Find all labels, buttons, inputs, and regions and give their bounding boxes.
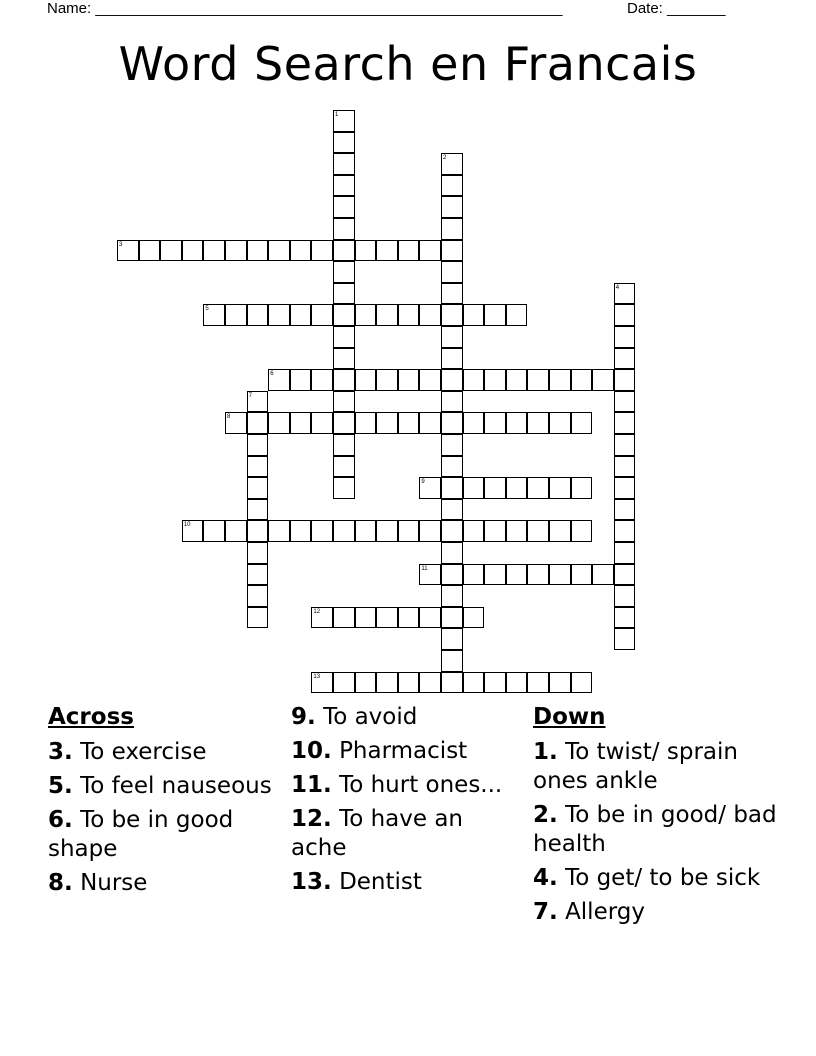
grid-cell[interactable] xyxy=(506,477,528,499)
grid-cell[interactable] xyxy=(614,607,636,629)
grid-cell[interactable] xyxy=(441,304,463,326)
grid-cell[interactable] xyxy=(268,412,290,434)
grid-cell[interactable] xyxy=(333,672,355,694)
grid-cell[interactable] xyxy=(333,456,355,478)
grid-cell[interactable] xyxy=(484,672,506,694)
grid-cell[interactable] xyxy=(203,240,225,262)
grid-cell[interactable] xyxy=(333,369,355,391)
grid-cell[interactable] xyxy=(463,477,485,499)
clue-text: Dentist xyxy=(339,869,422,895)
clue-number: 2. xyxy=(533,802,558,828)
grid-cell[interactable] xyxy=(311,412,333,434)
grid-cell[interactable] xyxy=(571,369,593,391)
grid-cell[interactable] xyxy=(117,240,139,262)
grid-cell[interactable] xyxy=(614,283,636,305)
grid-cell[interactable] xyxy=(441,585,463,607)
clue-number: 7. xyxy=(533,899,558,925)
grid-cell[interactable] xyxy=(441,434,463,456)
grid-cell[interactable] xyxy=(484,520,506,542)
grid-cell[interactable] xyxy=(484,477,506,499)
grid-cell[interactable] xyxy=(463,412,485,434)
grid-cell[interactable] xyxy=(441,564,463,586)
grid-cell[interactable] xyxy=(311,304,333,326)
grid-cell[interactable] xyxy=(441,607,463,629)
page-title: Word Search en Francais xyxy=(118,37,698,91)
grid-cell[interactable] xyxy=(484,564,506,586)
cell-number: 1 xyxy=(335,112,339,118)
grid-cell[interactable] xyxy=(398,607,420,629)
grid-cell[interactable] xyxy=(441,499,463,521)
grid-cell[interactable] xyxy=(419,240,441,262)
grid-cell[interactable] xyxy=(333,434,355,456)
clue-number: 10. xyxy=(291,738,332,764)
grid-cell[interactable] xyxy=(549,412,571,434)
grid-cell[interactable] xyxy=(614,499,636,521)
grid-cell[interactable] xyxy=(333,196,355,218)
grid-cell[interactable] xyxy=(614,348,636,370)
clue-number: 12. xyxy=(291,806,332,832)
grid-cell[interactable] xyxy=(419,304,441,326)
grid-cell[interactable] xyxy=(614,369,636,391)
grid-cell[interactable] xyxy=(247,477,269,499)
grid-cell[interactable] xyxy=(614,326,636,348)
grid-cell[interactable] xyxy=(290,240,312,262)
cell-number: 11 xyxy=(421,565,428,572)
grid-cell[interactable] xyxy=(247,520,269,542)
grid-cell[interactable] xyxy=(441,283,463,305)
grid-cell[interactable] xyxy=(247,607,269,629)
grid-cell[interactable] xyxy=(549,520,571,542)
clue-across-13 xyxy=(291,868,506,897)
grid-cell[interactable] xyxy=(614,304,636,326)
clue-across-12 xyxy=(291,805,506,863)
grid-cell[interactable] xyxy=(484,369,506,391)
clue-number: 3. xyxy=(48,739,73,765)
clue-down-4 xyxy=(533,864,778,893)
grid-cell[interactable] xyxy=(527,412,549,434)
cell-number: 5 xyxy=(205,306,209,313)
clue-number: 8. xyxy=(48,870,73,896)
grid-cell[interactable] xyxy=(225,412,247,434)
clue-number: 1. xyxy=(533,739,558,765)
grid-cell[interactable] xyxy=(527,520,549,542)
clue-across-10 xyxy=(291,737,506,766)
clue-text: To get/ to be sick xyxy=(565,865,761,891)
cell-number: 4 xyxy=(615,284,620,291)
grid-cell[interactable] xyxy=(484,412,506,434)
grid-cell[interactable] xyxy=(441,628,463,650)
grid-cell[interactable] xyxy=(333,391,355,413)
cell-number: 2 xyxy=(443,155,447,162)
grid-cell[interactable] xyxy=(333,607,355,629)
grid-cell[interactable] xyxy=(268,369,290,391)
clue-number: 11. xyxy=(291,772,332,798)
grid-cell[interactable] xyxy=(247,499,269,521)
grid-cell[interactable] xyxy=(527,672,549,694)
grid-cell[interactable] xyxy=(463,564,485,586)
across-heading: Across xyxy=(48,704,134,730)
grid-cell[interactable] xyxy=(311,240,333,262)
grid-cell[interactable] xyxy=(355,520,377,542)
grid-cell[interactable] xyxy=(571,520,593,542)
grid-cell[interactable] xyxy=(355,607,377,629)
clue-across-6 xyxy=(48,806,273,864)
grid-cell[interactable] xyxy=(311,607,333,629)
cell-number: 12 xyxy=(313,608,321,615)
grid-cell[interactable] xyxy=(333,175,355,197)
grid-cell[interactable] xyxy=(614,391,636,413)
grid-cell[interactable] xyxy=(290,369,312,391)
grid-cell[interactable] xyxy=(441,326,463,348)
clue-text: To be in good/ bad health xyxy=(533,802,777,857)
grid-cell[interactable] xyxy=(376,607,398,629)
grid-cell[interactable] xyxy=(247,412,269,434)
grid-cell[interactable] xyxy=(614,456,636,478)
grid-cell[interactable] xyxy=(355,412,377,434)
grid-cell[interactable] xyxy=(441,672,463,694)
grid-cell[interactable] xyxy=(506,564,528,586)
grid-cell[interactable] xyxy=(333,218,355,240)
clue-text: To feel nauseous xyxy=(80,773,272,799)
grid-cell[interactable] xyxy=(506,412,528,434)
grid-cell[interactable] xyxy=(376,240,398,262)
grid-cell[interactable] xyxy=(614,564,636,586)
grid-cell[interactable] xyxy=(225,240,247,262)
grid-cell[interactable] xyxy=(333,326,355,348)
cell-number: 13 xyxy=(313,673,321,680)
grid-cell[interactable] xyxy=(139,240,161,262)
grid-cell[interactable] xyxy=(441,391,463,413)
grid-cell[interactable] xyxy=(441,542,463,564)
grid-cell[interactable] xyxy=(527,369,549,391)
grid-cell[interactable] xyxy=(614,412,636,434)
clue-number: 4. xyxy=(533,865,558,891)
clue-down-1 xyxy=(533,738,778,796)
grid-cell[interactable] xyxy=(182,520,204,542)
cell-number: 6 xyxy=(270,371,274,378)
grid-cell[interactable] xyxy=(225,304,247,326)
clue-text: Nurse xyxy=(80,870,148,896)
grid-cell[interactable] xyxy=(419,607,441,629)
grid-cell[interactable] xyxy=(419,672,441,694)
grid-cell[interactable] xyxy=(376,412,398,434)
grid-cell[interactable] xyxy=(527,564,549,586)
grid-cell[interactable] xyxy=(441,196,463,218)
grid-cell[interactable] xyxy=(571,564,593,586)
grid-cell[interactable] xyxy=(419,520,441,542)
grid-cell[interactable] xyxy=(549,369,571,391)
grid-cell[interactable] xyxy=(247,542,269,564)
grid-cell[interactable] xyxy=(333,110,355,132)
grid-cell[interactable] xyxy=(355,240,377,262)
clue-across-11 xyxy=(291,771,506,800)
clue-across-9 xyxy=(291,703,506,732)
grid-cell[interactable] xyxy=(398,240,420,262)
grid-cell[interactable] xyxy=(160,240,182,262)
grid-cell[interactable] xyxy=(441,456,463,478)
grid-cell[interactable] xyxy=(441,650,463,672)
grid-cell[interactable] xyxy=(549,564,571,586)
grid-cell[interactable] xyxy=(441,412,463,434)
grid-cell[interactable] xyxy=(463,672,485,694)
grid-cell[interactable] xyxy=(333,153,355,175)
grid-cell[interactable] xyxy=(247,391,269,413)
grid-cell[interactable] xyxy=(441,369,463,391)
cell-number: 3 xyxy=(119,241,123,248)
across-clues-column-2 xyxy=(291,703,506,902)
cell-number: 8 xyxy=(227,414,231,421)
grid-cell[interactable] xyxy=(268,520,290,542)
clue-text: To twist/ sprain ones ankle xyxy=(533,739,738,794)
grid-cell[interactable] xyxy=(290,304,312,326)
grid-cell[interactable] xyxy=(419,564,441,586)
grid-cell[interactable] xyxy=(333,520,355,542)
grid-cell[interactable] xyxy=(441,348,463,370)
grid-cell[interactable] xyxy=(333,132,355,154)
cell-number: 7 xyxy=(248,392,252,399)
grid-cell[interactable] xyxy=(311,672,333,694)
grid-cell[interactable] xyxy=(398,369,420,391)
grid-cell[interactable] xyxy=(333,477,355,499)
down-clues-column xyxy=(533,703,778,932)
grid-cell[interactable] xyxy=(355,304,377,326)
grid-cell[interactable] xyxy=(333,283,355,305)
grid-cell[interactable] xyxy=(441,240,463,262)
grid-cell[interactable] xyxy=(506,672,528,694)
grid-cell[interactable] xyxy=(614,520,636,542)
down-heading: Down xyxy=(533,704,606,730)
grid-cell[interactable] xyxy=(484,304,506,326)
clue-text: Pharmacist xyxy=(339,738,468,764)
grid-cell[interactable] xyxy=(376,520,398,542)
clue-across-8 xyxy=(48,869,273,898)
grid-cell[interactable] xyxy=(549,672,571,694)
grid-cell[interactable] xyxy=(441,153,463,175)
grid-cell[interactable] xyxy=(506,520,528,542)
grid-cell[interactable] xyxy=(614,628,636,650)
grid-cell[interactable] xyxy=(203,520,225,542)
cell-number: 10 xyxy=(183,522,191,529)
grid-cell[interactable] xyxy=(333,304,355,326)
grid-cell[interactable] xyxy=(398,412,420,434)
grid-cell[interactable] xyxy=(571,412,593,434)
clue-number: 9. xyxy=(291,704,316,730)
grid-cell[interactable] xyxy=(571,672,593,694)
clue-number: 5. xyxy=(48,773,73,799)
grid-cell[interactable] xyxy=(376,369,398,391)
grid-cell[interactable] xyxy=(419,412,441,434)
grid-cell[interactable] xyxy=(203,304,225,326)
grid-cell[interactable] xyxy=(463,304,485,326)
grid-cell[interactable] xyxy=(592,369,614,391)
grid-cell[interactable] xyxy=(549,477,571,499)
grid-cell[interactable] xyxy=(419,369,441,391)
clue-number: 6. xyxy=(48,807,73,833)
clue-across-3 xyxy=(48,738,273,767)
grid-cell[interactable] xyxy=(333,240,355,262)
clue-text: To be in good shape xyxy=(48,807,234,862)
grid-cell[interactable] xyxy=(571,477,593,499)
grid-cell[interactable] xyxy=(247,240,269,262)
grid-cell[interactable] xyxy=(268,304,290,326)
grid-cell[interactable] xyxy=(247,585,269,607)
grid-cell[interactable] xyxy=(441,477,463,499)
clue-down-2 xyxy=(533,801,778,859)
clue-text: To hurt ones... xyxy=(339,772,503,798)
grid-cell[interactable] xyxy=(398,672,420,694)
clue-across-5 xyxy=(48,772,273,801)
cell-number: 9 xyxy=(421,479,425,486)
clue-text: To avoid xyxy=(323,704,418,730)
grid-cell[interactable] xyxy=(441,520,463,542)
grid-cell[interactable] xyxy=(333,412,355,434)
grid-cell[interactable] xyxy=(527,477,549,499)
date-label: Date: _______ xyxy=(627,0,726,17)
grid-cell[interactable] xyxy=(290,412,312,434)
clue-number: 13. xyxy=(291,869,332,895)
grid-cell[interactable] xyxy=(398,520,420,542)
grid-cell[interactable] xyxy=(247,434,269,456)
grid-cell[interactable] xyxy=(614,477,636,499)
name-label: Name: ________________________________________________________ xyxy=(47,0,563,17)
grid-cell[interactable] xyxy=(376,672,398,694)
grid-cell[interactable] xyxy=(441,218,463,240)
grid-cell[interactable] xyxy=(614,542,636,564)
grid-cell[interactable] xyxy=(268,240,290,262)
grid-cell[interactable] xyxy=(290,520,312,542)
grid-cell[interactable] xyxy=(355,369,377,391)
grid-cell[interactable] xyxy=(398,304,420,326)
grid-cell[interactable] xyxy=(419,477,441,499)
grid-cell[interactable] xyxy=(247,456,269,478)
grid-cell[interactable] xyxy=(506,369,528,391)
grid-cell[interactable] xyxy=(506,304,528,326)
grid-cell[interactable] xyxy=(376,304,398,326)
grid-cell[interactable] xyxy=(333,261,355,283)
grid-cell[interactable] xyxy=(614,434,636,456)
grid-cell[interactable] xyxy=(441,261,463,283)
grid-cell[interactable] xyxy=(311,520,333,542)
grid-cell[interactable] xyxy=(592,564,614,586)
grid-cell[interactable] xyxy=(311,369,333,391)
grid-cell[interactable] xyxy=(333,348,355,370)
grid-cell[interactable] xyxy=(182,240,204,262)
clue-text: To exercise xyxy=(80,739,207,765)
grid-cell[interactable] xyxy=(463,520,485,542)
grid-cell[interactable] xyxy=(441,175,463,197)
grid-cell[interactable] xyxy=(614,585,636,607)
clue-down-7 xyxy=(533,898,778,927)
grid-cell[interactable] xyxy=(355,672,377,694)
clue-text: Allergy xyxy=(565,899,645,925)
grid-cell[interactable] xyxy=(225,520,247,542)
across-clues-column-1 xyxy=(48,703,273,903)
clue-text: To have an ache xyxy=(291,806,464,861)
grid-cell[interactable] xyxy=(247,564,269,586)
grid-cell[interactable] xyxy=(247,304,269,326)
grid-cell[interactable] xyxy=(463,369,485,391)
grid-cell[interactable] xyxy=(463,607,485,629)
